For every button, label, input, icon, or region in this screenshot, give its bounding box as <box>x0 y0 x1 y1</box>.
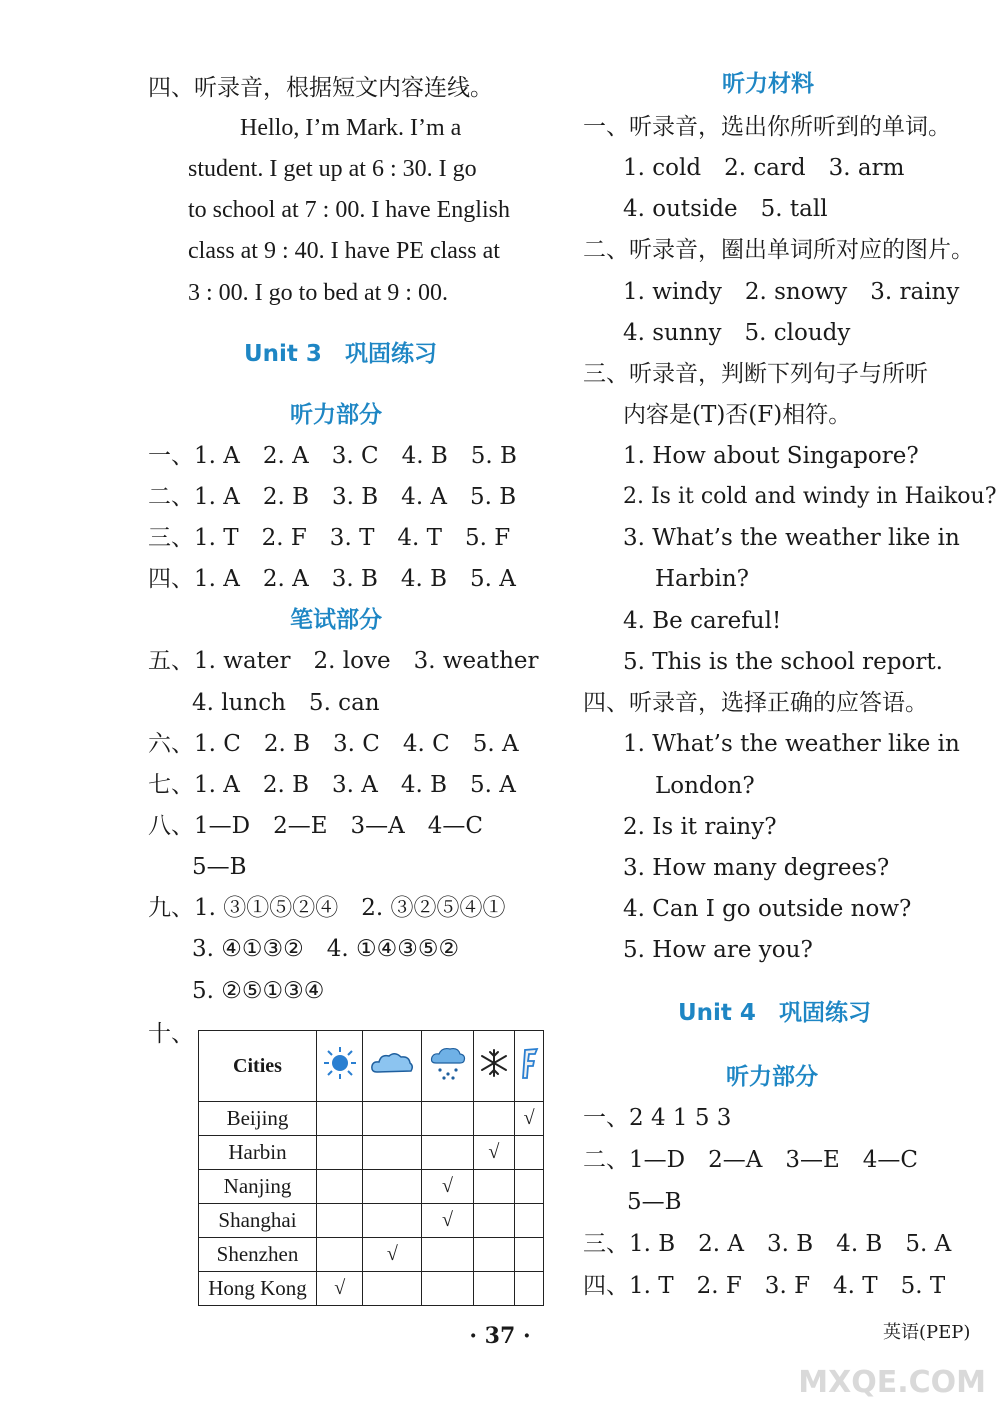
snow-icon <box>473 1031 514 1102</box>
material-line: 5. This is the school report. <box>623 649 943 675</box>
answer-line: 5—B <box>627 1189 682 1215</box>
table-row <box>199 1204 544 1238</box>
sun-icon <box>317 1031 363 1102</box>
check-mark: √ <box>363 1238 422 1272</box>
subject-tag: 英语(PEP) <box>883 1322 971 1343</box>
city-cell: Beijing <box>199 1102 317 1136</box>
city-cell: Hong Kong <box>199 1272 317 1306</box>
material-line: 3. How many degrees? <box>623 855 890 881</box>
q10-label: 十、 <box>148 1021 194 1047</box>
material-line: London? <box>655 773 755 799</box>
check-mark: √ <box>473 1136 514 1170</box>
answer-line: 5—B <box>192 854 247 880</box>
table-row <box>199 1136 544 1170</box>
wind-icon <box>515 1031 544 1102</box>
material-line: 5. How are you? <box>623 937 813 963</box>
material-line: 4. outside 5. tall <box>623 196 828 222</box>
weather-table <box>198 1030 544 1306</box>
table-row <box>199 1102 544 1136</box>
material-line: 2. Is it cold and windy in Haikou? <box>623 484 997 509</box>
answer-line: 四、1. A 2. A 3. B 4. B 5. A <box>148 566 516 592</box>
check-mark: √ <box>515 1102 544 1136</box>
passage-line-2: student. I get up at 6 : 30. I go <box>188 156 477 182</box>
answer-line: 4. lunch 5. can <box>192 690 380 716</box>
material-line: 一、听录音，选出你所听到的单词。 <box>583 114 951 140</box>
passage-line-5: 3 : 00. I go to bed at 9 : 00. <box>188 280 448 306</box>
material-line: 1. What’s the weather like in <box>623 731 960 757</box>
answer-line: 三、1. B 2. A 3. B 4. B 5. A <box>583 1231 952 1257</box>
table-header-cities: Cities <box>199 1031 317 1102</box>
answer-line: 二、1—D 2—A 3—E 4—C <box>583 1147 918 1173</box>
material-line: 4. sunny 5. cloudy <box>623 320 851 346</box>
answer-line: 二、1. A 2. B 3. B 4. A 5. B <box>148 484 517 510</box>
answer-line: 3. ④①③② 4. ①④③⑤② <box>192 936 460 962</box>
watermark: MXQE.COM <box>798 1365 986 1400</box>
check-mark: √ <box>317 1272 363 1306</box>
passage-line-1: Hello, I’m Mark. I’m a <box>240 115 462 141</box>
material-line: 内容是(T)否(F)相符。 <box>623 402 852 428</box>
material-line: 4. Be careful! <box>623 608 782 634</box>
table-row <box>199 1170 544 1204</box>
table-row <box>199 1238 544 1272</box>
materials-heading: 听力材料 <box>722 71 814 97</box>
city-cell: Shenzhen <box>199 1238 317 1272</box>
answer-line: 六、1. C 2. B 3. C 4. C 5. A <box>148 731 519 757</box>
answer-line: 四、1. T 2. F 3. F 4. T 5. T <box>583 1273 946 1299</box>
cloud-icon <box>363 1031 422 1102</box>
material-line: 1. windy 2. snowy 3. rainy <box>623 279 960 305</box>
answer-line: 八、1—D 2—E 3—A 4—C <box>148 813 483 839</box>
listening-heading-right: 听力部分 <box>726 1064 818 1090</box>
unit4-title: Unit 4 巩固练习 <box>678 1000 871 1026</box>
material-line: 2. Is it rainy? <box>623 814 777 840</box>
material-line: 3. What’s the weather like in <box>623 525 960 551</box>
section-4-title: 四、听录音，根据短文内容连线。 <box>148 75 493 101</box>
material-line: Harbin? <box>655 566 749 592</box>
passage-line-4: class at 9 : 40. I have PE class at <box>188 238 500 264</box>
material-line: 二、听录音，圈出单词所对应的图片。 <box>583 237 974 263</box>
answer-line: 九、1. ③①⑤②④ 2. ③②⑤④① <box>148 895 506 921</box>
page-number: · 37 · <box>469 1323 531 1349</box>
material-line: 4. Can I go outside now? <box>623 896 912 922</box>
check-mark: √ <box>422 1204 473 1238</box>
listening-heading-left: 听力部分 <box>290 402 382 428</box>
check-mark: √ <box>422 1170 473 1204</box>
answer-line: 一、1. A 2. A 3. C 4. B 5. B <box>148 443 517 469</box>
rain-icon <box>422 1031 473 1102</box>
city-cell: Nanjing <box>199 1170 317 1204</box>
answer-line: 五、1. water 2. love 3. weather <box>148 648 539 674</box>
answer-line: 七、1. A 2. B 3. A 4. B 5. A <box>148 772 516 798</box>
material-line: 四、听录音，选择正确的应答语。 <box>583 690 928 716</box>
city-cell: Harbin <box>199 1136 317 1170</box>
unit3-title: Unit 3 巩固练习 <box>244 341 437 367</box>
material-line: 1. cold 2. card 3. arm <box>623 155 905 181</box>
written-heading: 笔试部分 <box>290 607 382 633</box>
material-line: 1. How about Singapore? <box>623 443 919 469</box>
city-cell: Shanghai <box>199 1204 317 1238</box>
answer-line: 一、2 4 1 5 3 <box>583 1105 732 1131</box>
material-line: 三、听录音，判断下列句子与所听 <box>583 361 928 387</box>
answer-line: 三、1. T 2. F 3. T 4. T 5. F <box>148 525 511 551</box>
passage-line-3: to school at 7 : 00. I have English <box>188 197 510 223</box>
table-row <box>199 1272 544 1306</box>
answer-line: 5. ②⑤①③④ <box>192 978 325 1004</box>
